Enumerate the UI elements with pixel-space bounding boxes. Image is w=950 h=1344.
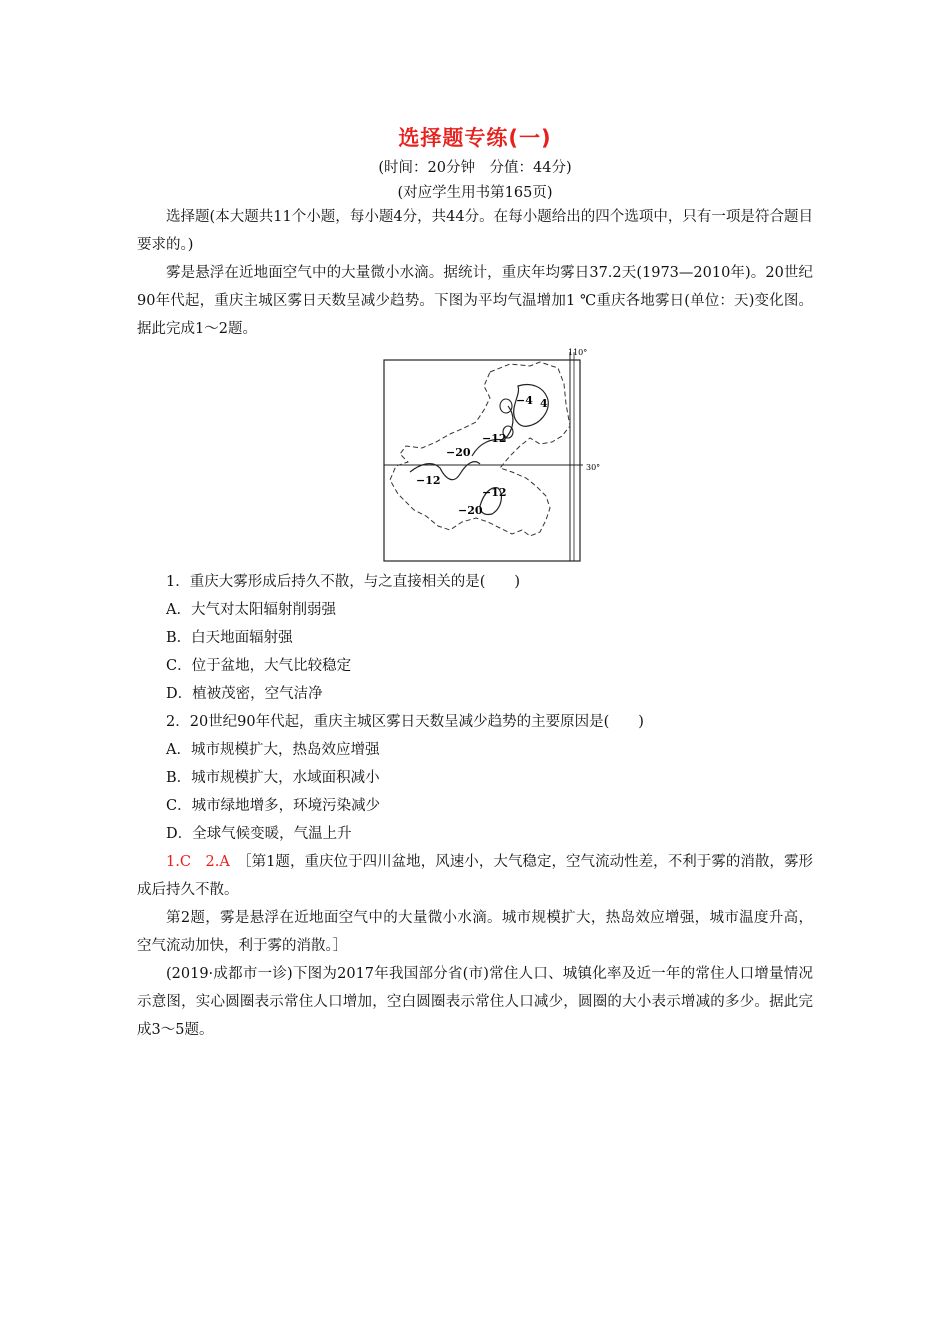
- questions-block: [137, 568, 813, 1044]
- contour-label: −12: [416, 474, 441, 487]
- option-c: C．位于盆地，大气比较稳定: [166, 658, 352, 674]
- explanation-q1: ［第1题，重庆位于四川盆地，风速小，大气稳定，空气流动性差，不利于雾的消散，雾形成后持久不散。: [137, 854, 813, 898]
- option-b: B．城市规模扩大，水域面积减小: [166, 770, 380, 786]
- question-stem: 1．重庆大雾形成后持久不散，与之直接相关的是( ): [166, 574, 521, 590]
- contour-label: −4: [516, 394, 533, 407]
- option-d: D．全球气候变暖，气温上升: [166, 826, 352, 842]
- explanation-q2: 第2题，雾是悬浮在近地面空气中的大量微小水滴。城市规模扩大，热岛效应增强，城市温度升高，空气流动加快，利于雾的消散。］: [137, 910, 813, 954]
- time-info: (时间：20分钟 分值：44分): [378, 160, 572, 176]
- book-reference: (对应学生用书第165页): [397, 185, 553, 201]
- page-title: 选择题专练(一): [398, 126, 552, 150]
- intro-block: [137, 203, 813, 343]
- option-a: A．城市规模扩大，热岛效应增强: [166, 742, 380, 758]
- option-c: C．城市绿地增多，环境污染减少: [166, 798, 381, 814]
- question-stem: 2．20世纪90年代起，重庆主城区雾日天数呈减少趋势的主要原因是( ): [166, 714, 644, 730]
- contour-label: −20: [458, 504, 483, 517]
- answer-explanation: [137, 848, 813, 904]
- contour-label: −12: [482, 432, 507, 445]
- contour-label: −12: [482, 486, 507, 499]
- option-d: D．植被茂密，空气洁净: [166, 686, 323, 702]
- answer-keys: 1.C 2.A: [166, 854, 230, 870]
- passage-population: (2019·成都市一诊)下图为2017年我国部分省(市)常住人口、城镇化率及近一年的常住人口增量情况示意图，实心圆圈表示常住人口增加，空白圆圈表示常住人口减少，圆圈的大小表示增减的多少。据此完成3～5题。: [137, 966, 813, 1038]
- contour-label: −20: [446, 446, 471, 459]
- option-a: A．大气对太阳辐射削弱强: [166, 602, 336, 618]
- fog-change-map: [380, 346, 612, 564]
- contour-label: 4: [540, 397, 548, 410]
- instructions: 选择题(本大题共11个小题，每小题4分，共44分。在每小题给出的四个选项中，只有一项是符合题目要求的。): [137, 209, 813, 253]
- longitude-label: 110°: [568, 348, 588, 357]
- option-b: B．白天地面辐射强: [166, 630, 293, 646]
- passage-fog: 雾是悬浮在近地面空气中的大量微小水滴。据统计，重庆年均雾日37.2天(1973—2010年)。20世纪90年代起，重庆主城区雾日天数呈减少趋势。下图为平均气温增加1 ℃重庆各地雾日(单位：天)变化图。据此完成1～2题。: [137, 265, 813, 337]
- latitude-label: 30°: [586, 463, 601, 472]
